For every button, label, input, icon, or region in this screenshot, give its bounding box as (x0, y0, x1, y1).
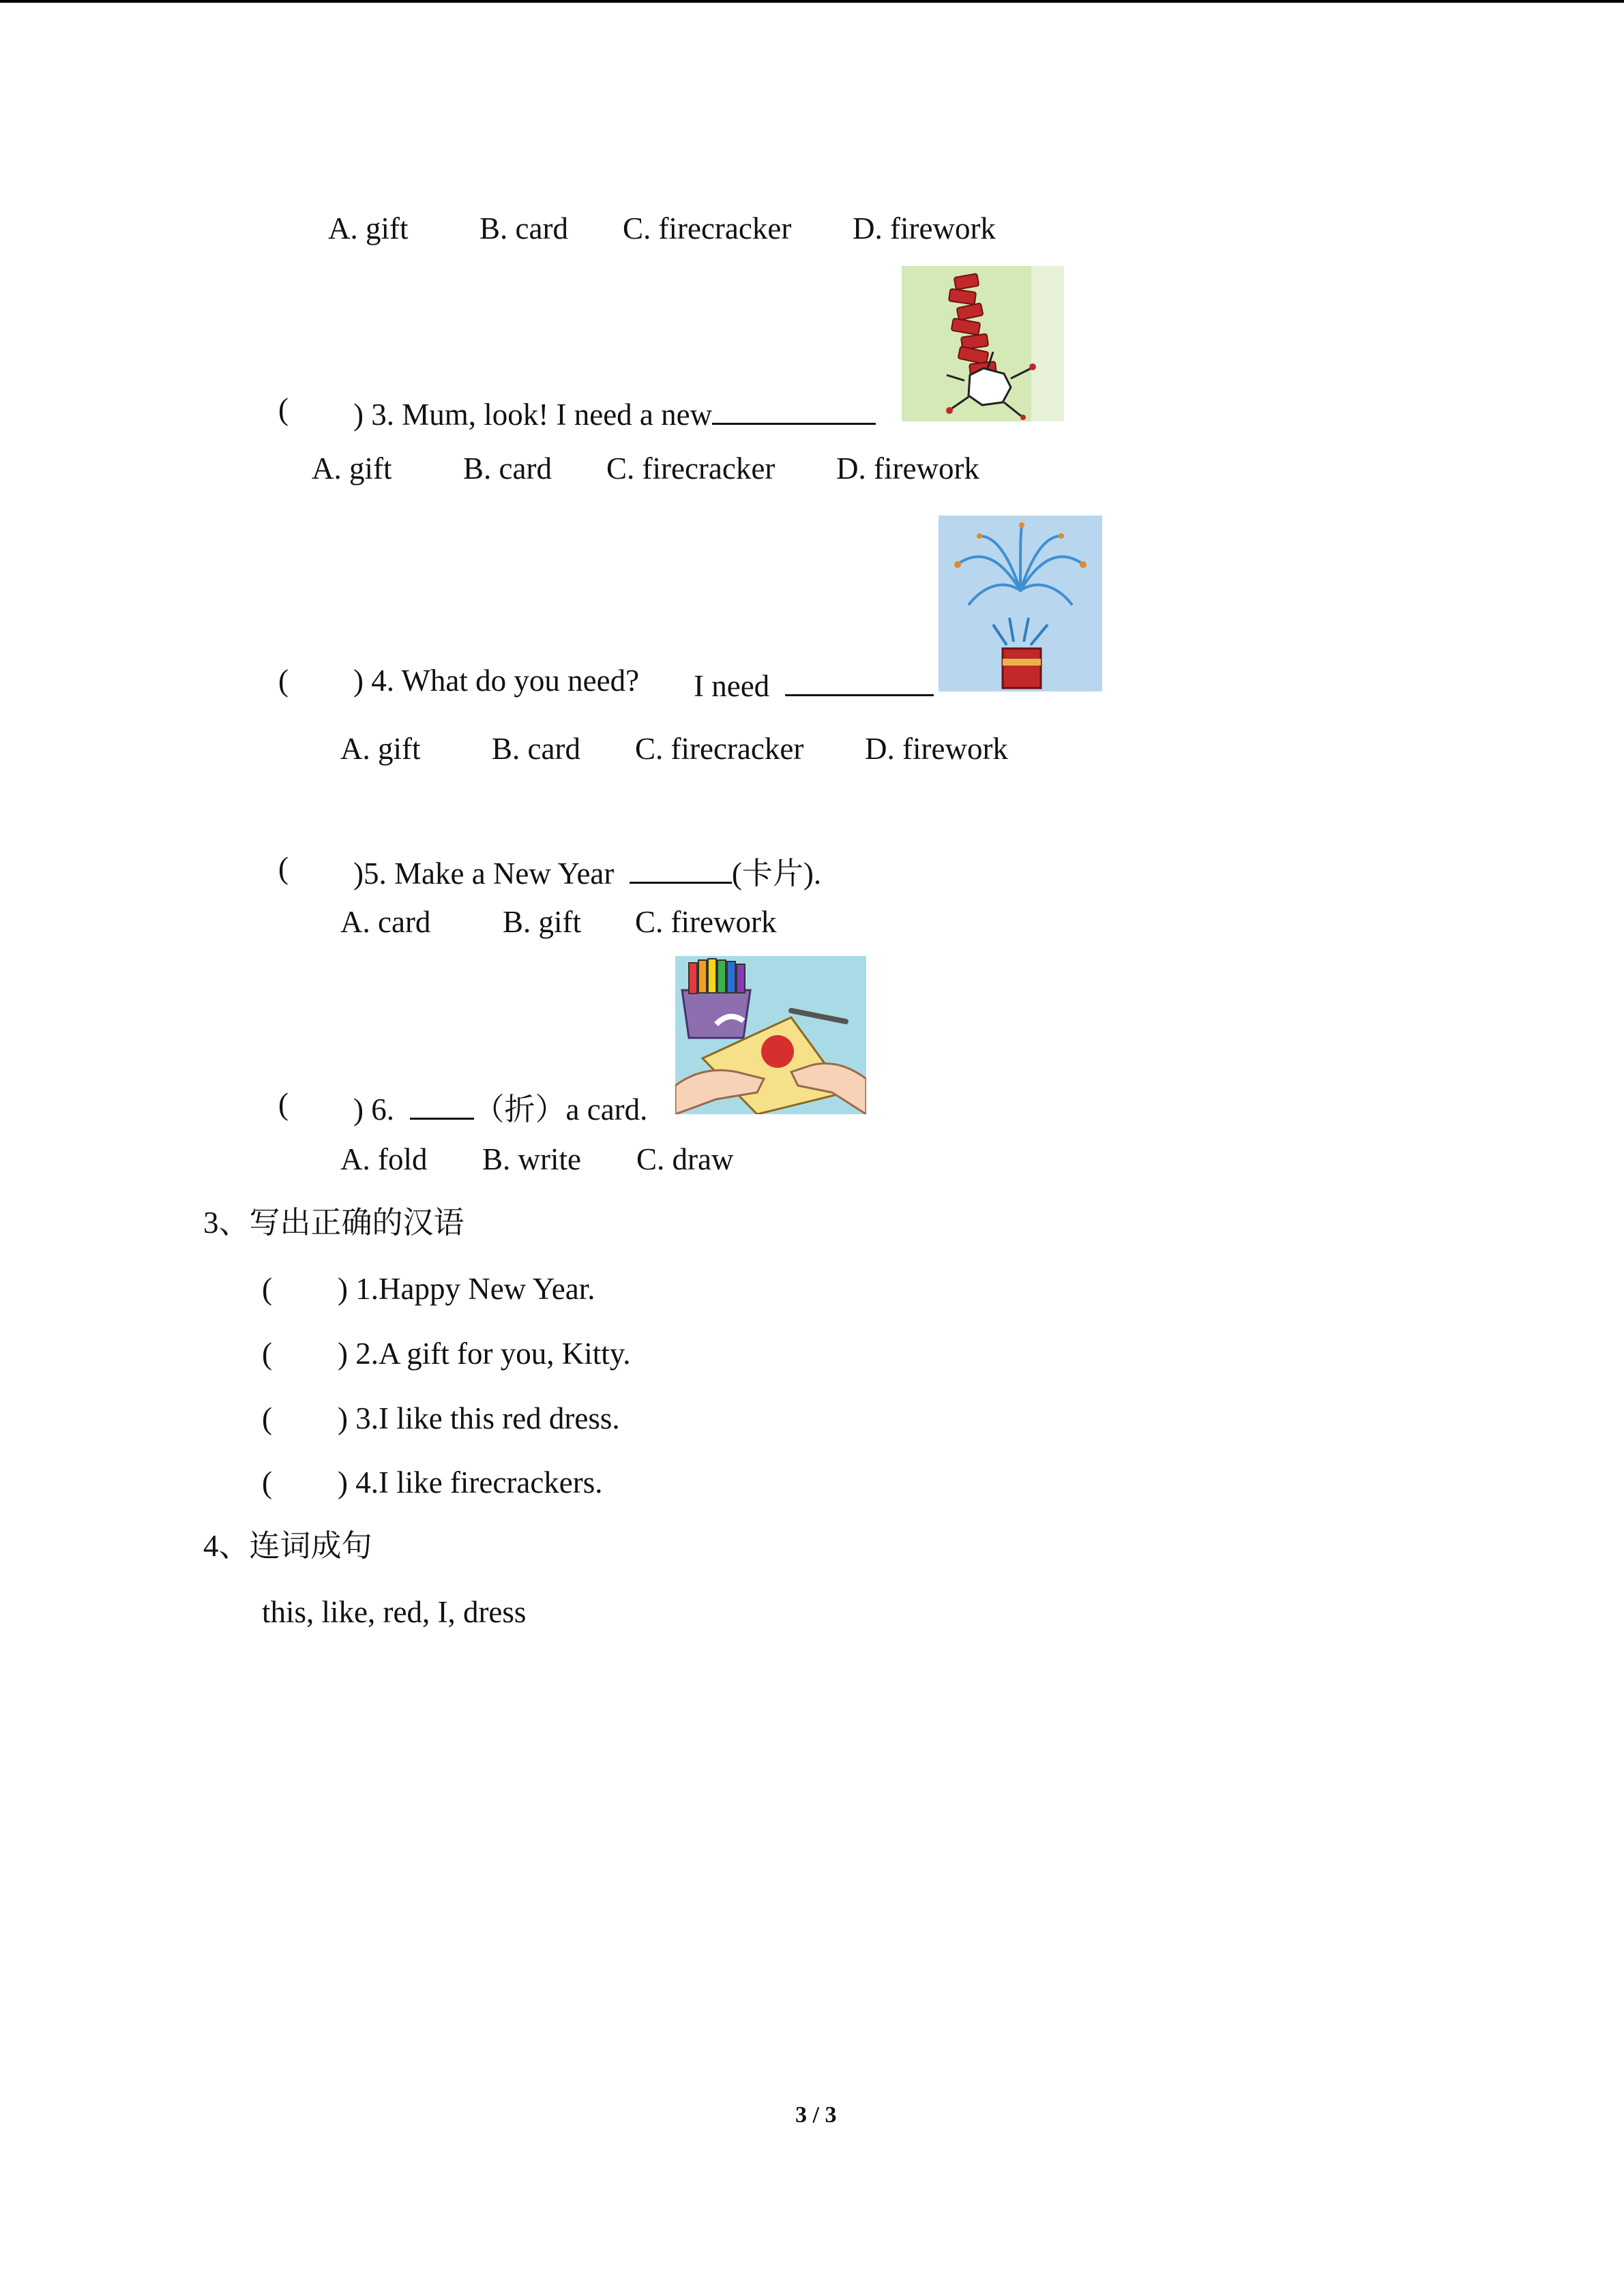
firework-picture-icon (939, 516, 1102, 691)
q6-paren: ( (278, 1087, 289, 1121)
q2-option-c: C. firecracker (623, 211, 792, 245)
q5-stem-text: )5. Make a New Year (353, 856, 615, 891)
q6-stem-post: （折）a card. (473, 1092, 648, 1127)
q3-stem-text: ) 3. Mum, look! I need a new (353, 398, 713, 432)
q4-stem-tail-text: I need (694, 669, 770, 703)
q6-stem-pre: ) 6. (353, 1092, 394, 1127)
q4-stem: ) 4. What do you need? (353, 664, 640, 698)
section3-item-1: ) 1.Happy New Year. (338, 1272, 595, 1306)
q6-stem (353, 1089, 647, 1125)
q2-option-b: B. card (479, 211, 568, 245)
q2-option-d: D. firework (853, 211, 996, 245)
q4-answer-blank[interactable] (785, 666, 934, 696)
q3-option-b: B. card (463, 451, 552, 486)
q5-paren: ( (278, 851, 289, 885)
q4-option-c: C. firecracker (635, 732, 804, 766)
q4-paren: ( (278, 664, 289, 698)
q3-answer-blank[interactable] (712, 394, 876, 425)
q6-option-c: C. draw (636, 1142, 734, 1176)
q2-option-a: A. gift (328, 211, 409, 245)
section4-title: 4、连词成句 (203, 1529, 372, 1563)
q6-option-a: A. fold (340, 1142, 428, 1176)
q5-option-c: C. firework (635, 905, 777, 939)
q6-option-b: B. write (482, 1142, 581, 1176)
section3-item-3: ) 3.I like this red dress. (338, 1401, 620, 1435)
q3-option-c: C. firecracker (606, 451, 776, 486)
q4-option-b: B. card (492, 732, 580, 766)
section3-title: 3、写出正确的汉语 (203, 1206, 464, 1240)
q5-answer-blank[interactable] (630, 853, 732, 884)
section3-item-4-paren: ( (262, 1465, 272, 1500)
q3-stem (353, 394, 876, 430)
section3-item-1-paren: ( (262, 1272, 272, 1306)
q3-option-d: D. firework (836, 451, 979, 486)
q3-paren: ( (278, 392, 289, 426)
section3-item-4: ) 4.I like firecrackers. (338, 1465, 603, 1500)
q4-option-a: A. gift (340, 732, 421, 766)
folding-card-picture-icon (675, 956, 866, 1114)
page-number: 3 / 3 (795, 2102, 837, 2128)
firecracker-picture-icon (902, 266, 1064, 421)
section3-item-3-paren: ( (262, 1401, 272, 1435)
q5-option-a: A. card (340, 905, 431, 939)
q5-stem (353, 853, 821, 889)
q5-option-b: B. gift (503, 905, 582, 939)
page-top-border (0, 0, 1624, 3)
section4-words: this, like, red, I, dress (262, 1595, 527, 1629)
q3-option-a: A. gift (312, 451, 392, 486)
section3-item-2-paren: ( (262, 1337, 272, 1371)
section3-item-2: ) 2.A gift for you, Kitty. (338, 1337, 631, 1371)
q6-answer-blank[interactable] (410, 1089, 474, 1120)
q4-option-d: D. firework (865, 732, 1008, 766)
q4-stem-tail (694, 666, 934, 702)
q5-hint: (卡片). (731, 856, 822, 891)
